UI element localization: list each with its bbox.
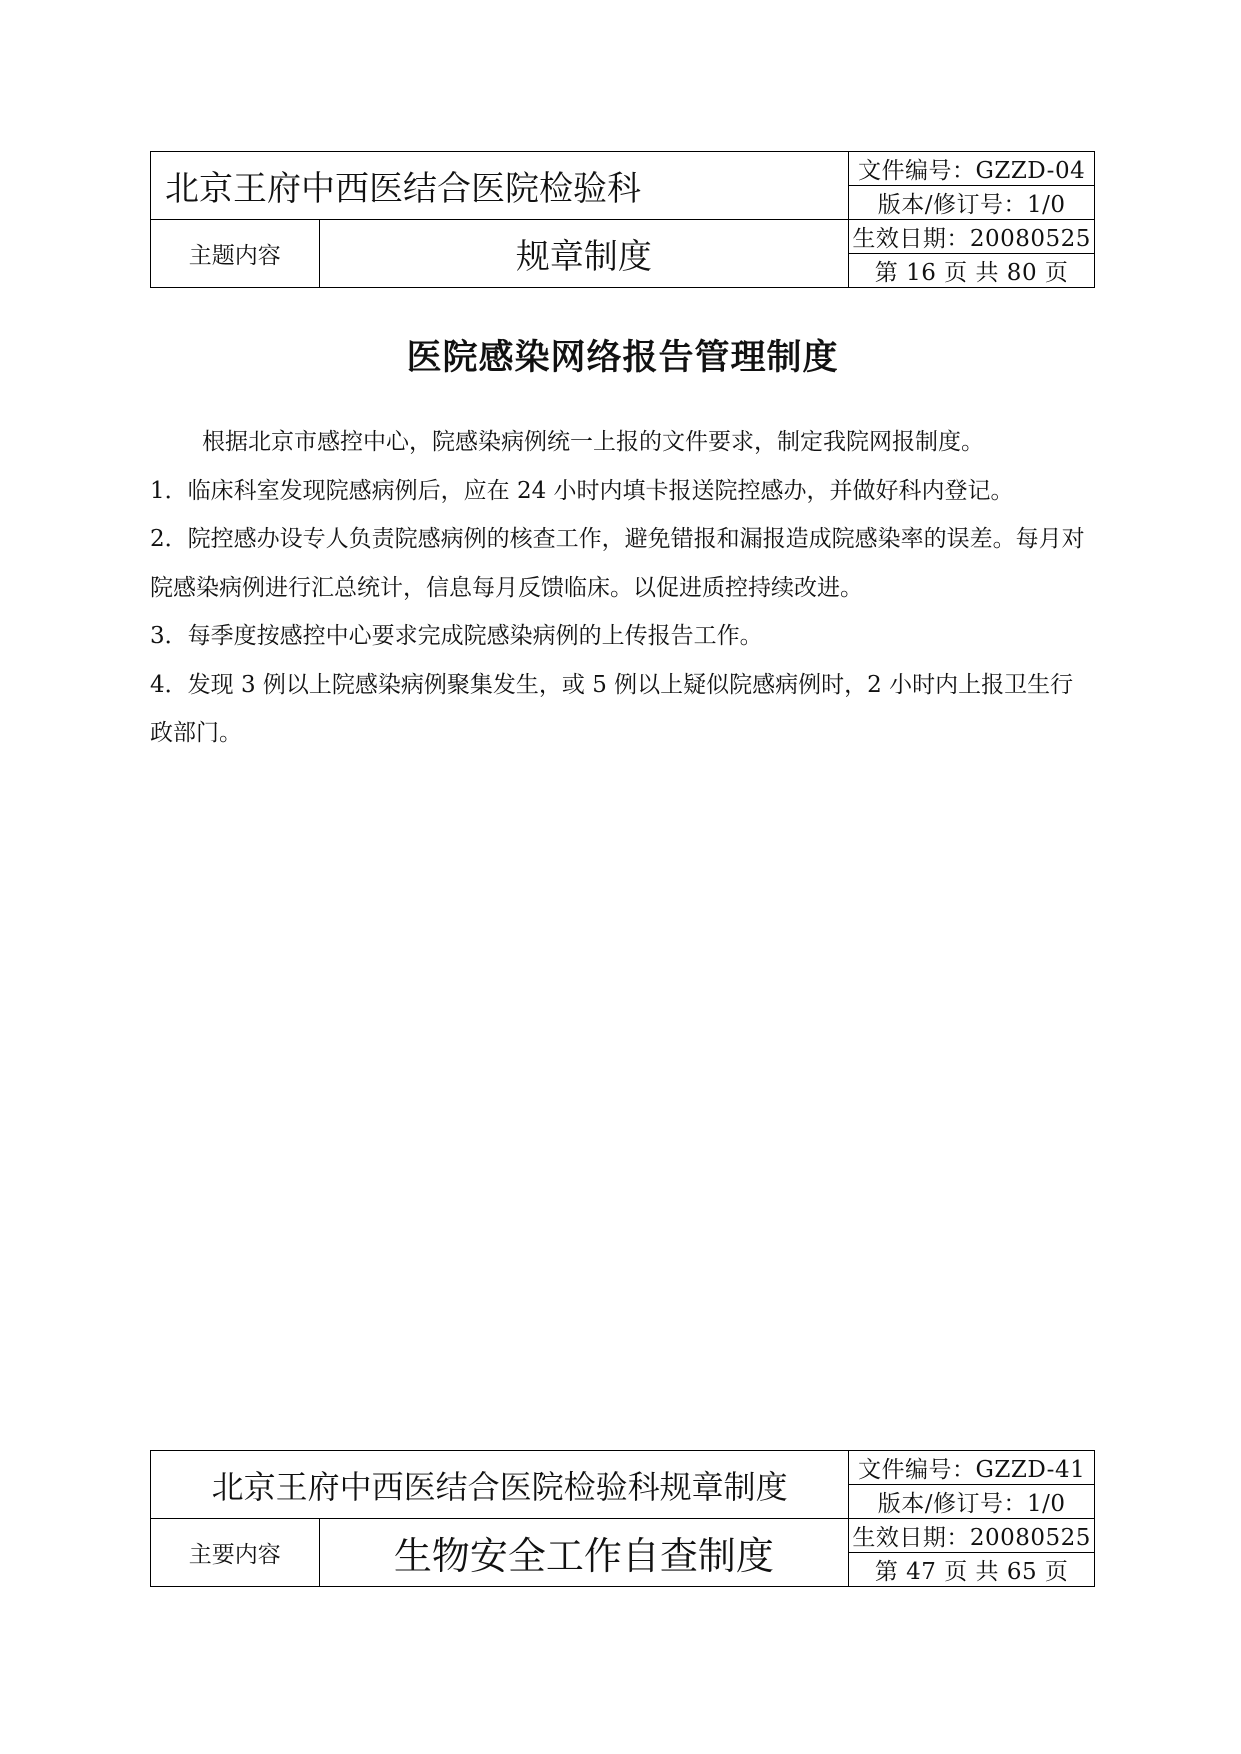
effective-date: 生效日期：20080525 [849, 220, 1095, 254]
body-paragraph: 1．临床科室发现院感病例后，应在 24 小时内填卡报送院控感办，并做好科内登记。 [150, 477, 1014, 504]
organization-name: 北京王府中西医结合医院检验科 [151, 152, 849, 220]
document-body [150, 418, 1095, 758]
document-title: 医院感染网络报告管理制度 [406, 338, 839, 378]
page-info: 第 47 页 共 65 页 [849, 1553, 1095, 1587]
body-paragraph: 4．发现 3 例以上院感染病例聚集发生，或 5 例以上疑似院感病例时，2 小时内上报卫生行政部门。 [150, 671, 1074, 746]
body-paragraph: 3．每季度按感控中心要求完成院感染病例的上传报告工作。 [150, 623, 763, 649]
body-paragraph: 2．院控感办设专人负责院感病例的核查工作，避免错报和漏报造成院感染率的误差。每月对院感染病例进行汇总统计，信息每月反馈临床。以促进质控持续改进。 [150, 526, 1085, 601]
subject-label: 主要内容 [151, 1519, 320, 1587]
file-number: 文件编号：GZZD-41 [849, 1451, 1095, 1485]
topic-title: 规章制度 [319, 220, 849, 288]
organization-name: 北京王府中西医结合医院检验科规章制度 [151, 1451, 849, 1519]
page-info: 第 16 页 共 80 页 [849, 254, 1095, 288]
body-paragraph: 根据北京市感控中心，院感染病例统一上报的文件要求，制定我院网报制度。 [202, 429, 984, 455]
version-number: 版本/修订号：1/0 [849, 1485, 1095, 1519]
effective-date: 生效日期：20080525 [849, 1519, 1095, 1553]
subject-label: 主题内容 [151, 220, 320, 288]
topic-title: 生物安全工作自查制度 [319, 1519, 849, 1587]
file-number: 文件编号：GZZD-04 [849, 152, 1095, 186]
document-header-table [150, 151, 1095, 288]
document-header-table [150, 1450, 1095, 1587]
version-number: 版本/修订号：1/0 [849, 186, 1095, 220]
